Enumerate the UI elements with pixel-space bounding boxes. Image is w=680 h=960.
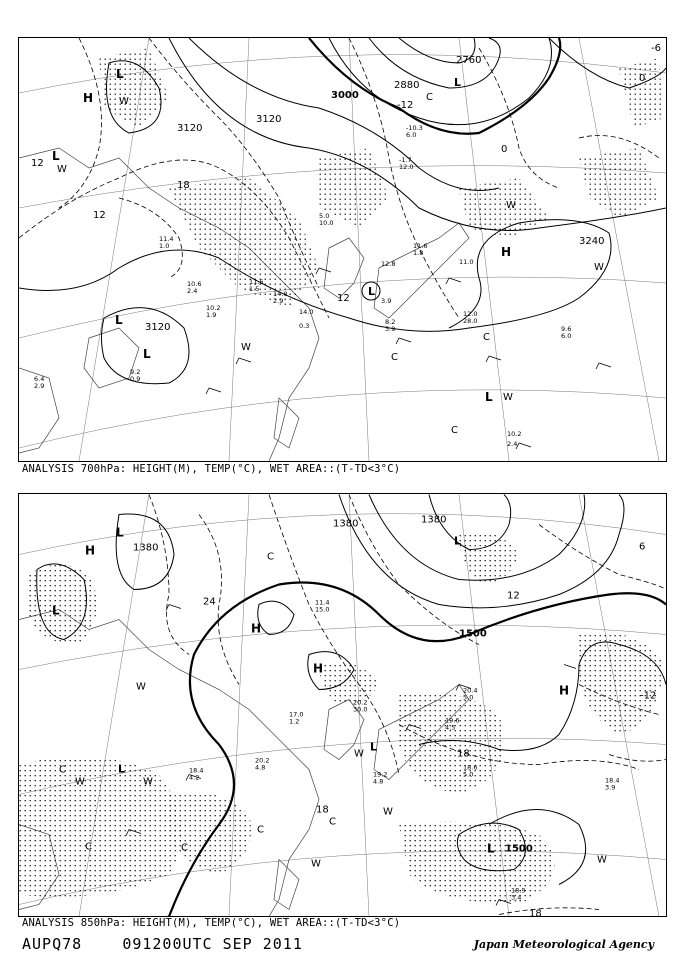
system-label: L [487,841,495,856]
temp-center: W [503,392,513,403]
station-value: 5.0 [463,693,474,702]
station-value: 3.9 [605,783,616,792]
temp-center: W [119,96,129,107]
system-label: L [485,390,493,404]
height-label: 3120 [145,322,171,333]
system-label: H [251,621,262,636]
isotherm-label: 6 [639,541,646,553]
isotherm-label: 18 [177,180,190,191]
temp-center: C [85,841,92,853]
height-label: 2880 [394,80,420,91]
station-value: 17.0 [289,710,304,719]
station-value: 11.6 [249,278,264,286]
product-code: AUPQ78 [22,935,83,953]
station-value: 14.0 [299,308,314,316]
station-value: 19.2 [373,770,388,779]
station-value: 10.2 [206,304,221,312]
isotherm-label: 18 [316,804,329,816]
system-label: L [52,149,60,163]
height-label: 3120 [177,123,203,134]
station-value: 20.4 [463,686,478,695]
temp-center: C [181,842,188,854]
system-label: H [85,543,96,558]
station-value: -1.7 [399,156,412,164]
system-label: L [116,67,124,81]
station-value: 18.6 [463,763,478,772]
station-value: 1.9 [206,311,217,319]
station-value: 9.6 [561,325,572,333]
station-value: 3.4 [511,893,522,902]
station-value: 5.0 [319,212,330,220]
isotherm-label: -12 [397,100,414,111]
isotherm-label: -6 [651,43,661,54]
station-value: 20.2 [255,756,270,765]
station-value: -10.3 [406,124,423,132]
caption-850hpa: ANALYSIS 850hPa: HEIGHT(M), TEMP(°C), WET AREA::(T-TD<3°C) [22,917,401,929]
temp-centers [57,92,604,436]
isotherm-label: 12 [93,210,106,221]
station-value: 11.0 [459,258,474,266]
temp-center: W [594,262,604,273]
chart-850hpa [19,494,666,917]
isotherm-label: 12 [337,293,350,304]
map-panel-850hpa [18,493,667,917]
station-value: 3.9 [385,325,396,333]
temp-center: C [483,332,490,343]
station-value: 10.0 [319,219,334,227]
station-value: 1.0 [159,242,170,250]
height-label: 3000 [331,90,359,101]
station-value: 6.0 [561,332,572,340]
chart-700hpa [19,38,666,461]
system-label: H [313,661,324,676]
temp-center: C [426,92,433,103]
system-label: L [454,76,462,89]
temp-center: W [57,164,67,175]
station-value: 4.8 [373,777,384,786]
station-value: 2.9 [34,382,45,390]
station-value: 10.6 [187,280,202,288]
station-value: 18.4 [189,766,204,775]
temp-center: C [451,425,458,436]
height-label: 2760 [456,55,482,66]
station-value: 4.8 [255,763,266,772]
station-value: 3.9 [381,297,392,305]
system-label: L [370,740,378,754]
station-value: 9.2 [130,368,141,376]
system-label: L [52,603,60,618]
height-label: 1500 [505,843,533,855]
station-value: 6.4 [34,375,45,383]
temp-center: C [329,816,336,828]
height-label: 3120 [256,114,282,125]
station-value: 1.2 [289,717,300,726]
temp-center: W [506,200,516,211]
temp-center: C [257,824,264,836]
station-value: 15.0 [315,605,330,614]
height-label: 1380 [421,514,447,526]
station-value: 18.9 [511,886,526,895]
station-value: 18.4 [605,776,620,785]
height-label: 1380 [133,542,159,554]
isotherm-label: 24 [203,596,216,608]
chart-identifier [22,935,303,953]
map-panel-700hpa [18,37,667,462]
station-value: 10.2 [507,430,522,438]
system-label: H [501,245,512,259]
system-label: L [118,762,126,776]
station-value: 11.4 [315,598,330,607]
station-value: 2.4 [187,287,198,295]
station-value: 11.6 [413,242,428,250]
temp-center: W [383,806,393,818]
wet-areas [99,48,664,308]
station-value: 0.9 [130,375,141,383]
isotherm-label: 0 [639,73,646,84]
isotherm-label: -12 [640,690,657,702]
temp-center: C [391,352,398,363]
station-value: 8.2 [385,318,396,326]
temp-center: W [241,342,251,353]
temp-center: C [267,551,274,563]
height-label: 1500 [459,628,487,640]
temp-center: W [597,854,607,866]
station-value: 1.5 [249,285,260,293]
system-label: L [143,347,151,361]
station-value: 2.4 [507,440,518,448]
isotherm-label: 18 [529,908,542,917]
station-value: 4.5 [445,723,456,732]
wet-areas [19,532,664,905]
station-value: 1.8 [413,249,424,257]
isotherm-label: 0 [501,144,508,155]
temp-center: W [143,776,153,788]
station-value: 12.8 [381,260,396,268]
station-value: 12.0 [463,310,478,318]
isotherm-label: 12 [31,158,44,169]
temp-center: W [311,858,321,870]
caption-700hpa: ANALYSIS 700hPa: HEIGHT(M), TEMP(°C), WET AREA::(T-TD<3°C) [22,463,401,475]
station-value: 2.9 [273,297,284,305]
station-value: 28.0 [463,317,478,325]
station-value: 20.2 [353,698,368,707]
contour-3000 [309,38,560,134]
station-value: 0.3 [299,322,310,330]
station-value: 6.0 [406,131,417,139]
system-label: H [83,91,94,105]
temp-center: W [136,681,146,693]
height-label: 1380 [333,518,359,530]
temp-center: W [354,748,364,760]
isotherm-label: 12 [507,590,520,602]
system-label: L [368,285,376,298]
system-label: H [559,683,570,698]
height-label: 3240 [579,236,605,247]
agency-name: Japan Meteorological Agency [473,938,654,951]
station-value: 14.0 [273,290,288,298]
station-value: 30.0 [353,705,368,714]
station-value: 19.6 [445,716,460,725]
station-value: 12.0 [399,163,414,171]
system-label: L [116,525,124,540]
system-label: L [454,534,462,548]
station-value: 4.2 [189,773,200,782]
system-label: L [115,313,123,327]
isotherm-label: 18 [457,748,470,760]
temp-center: C [59,764,66,776]
station-value: 11.4 [159,235,174,243]
station-value: 5.0 [463,770,474,779]
valid-time: 091200UTC SEP 2011 [122,935,303,953]
temp-center: W [75,776,85,788]
